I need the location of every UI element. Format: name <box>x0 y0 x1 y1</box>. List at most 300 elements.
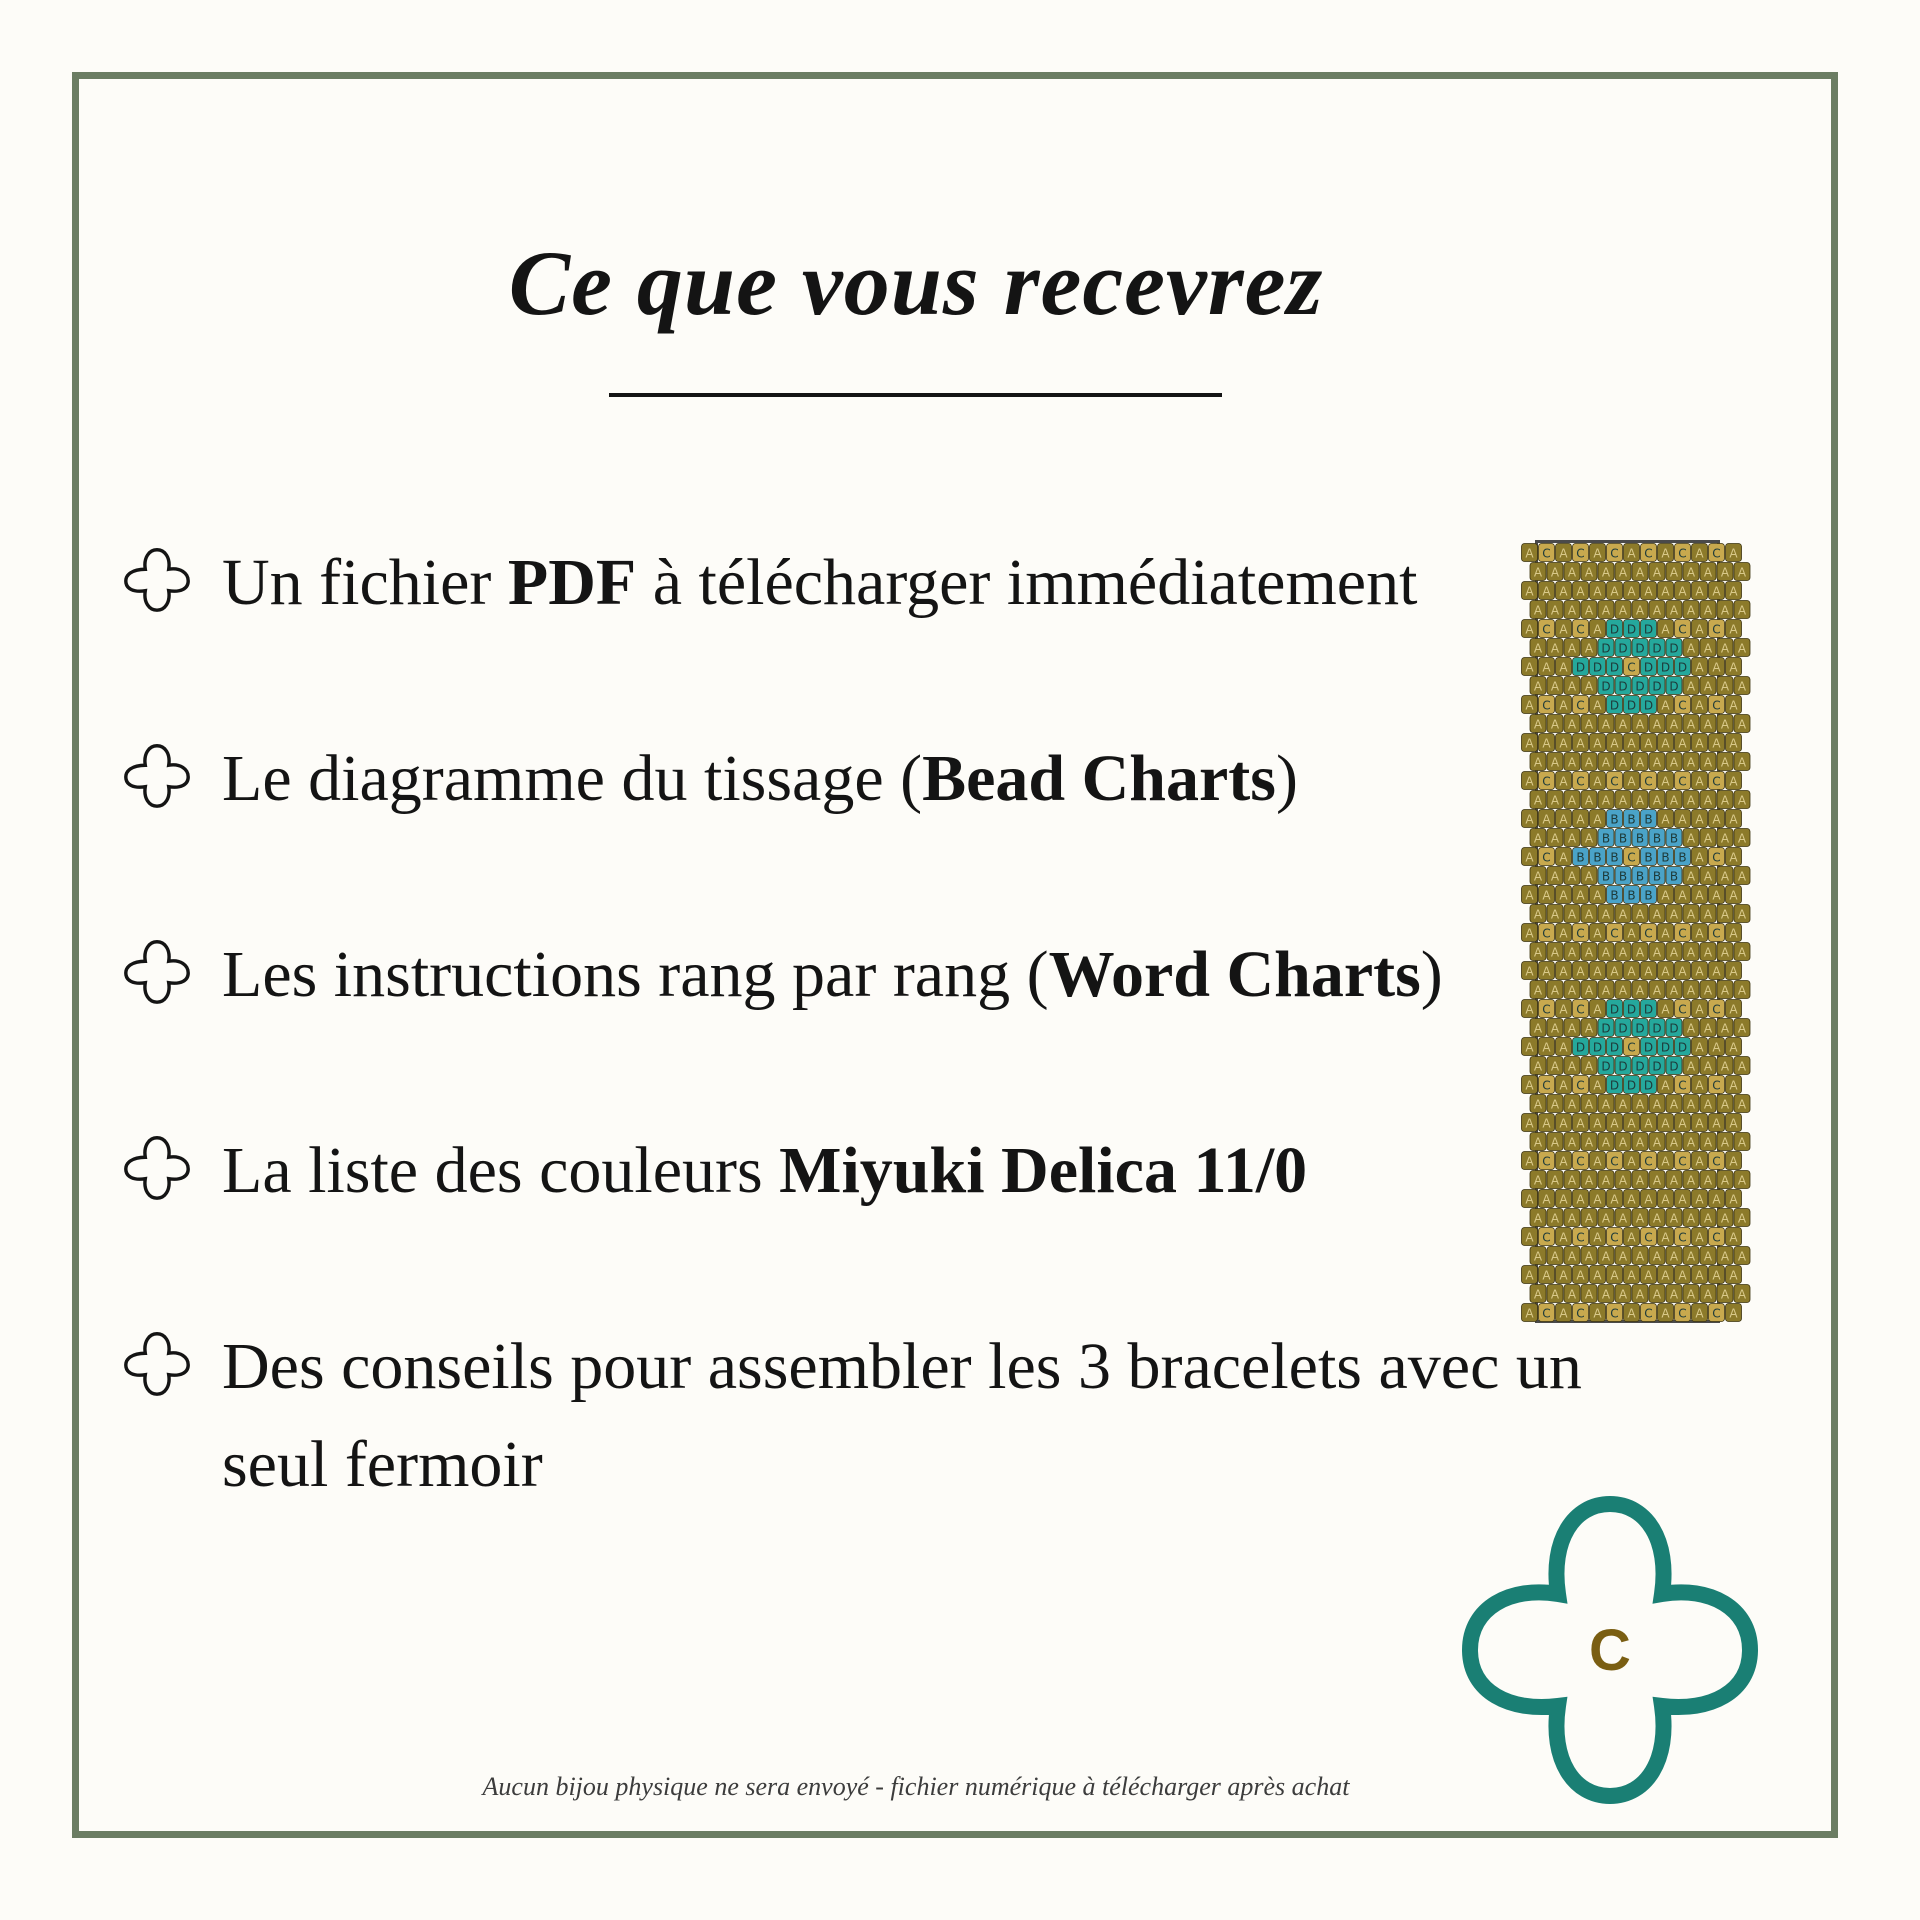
bead-letter: D <box>1643 622 1654 637</box>
bead-letter: A <box>1686 831 1696 846</box>
bead-letter: A <box>1584 565 1594 580</box>
bead-letter: A <box>1635 1287 1645 1302</box>
four-petal-flower-outline-icon <box>118 1324 196 1402</box>
bead-letter: A <box>1720 717 1730 732</box>
bead-letter: A <box>1729 1002 1738 1017</box>
bead-letter: A <box>1737 945 1747 960</box>
bead-letter: A <box>1584 983 1594 998</box>
bead-letter: A <box>1695 964 1704 979</box>
bead-letter: A <box>1712 584 1721 599</box>
bead-letter: A <box>1618 793 1628 808</box>
bead-letter: A <box>1533 793 1543 808</box>
bead-letter: A <box>1618 1287 1628 1302</box>
bead-letter: A <box>1669 983 1679 998</box>
bead-letter: A <box>1712 1268 1721 1283</box>
bead-letter: A <box>1567 1097 1577 1112</box>
bead-letter: C <box>1542 622 1551 637</box>
bead-letter: B <box>1635 869 1645 884</box>
four-petal-flower-outline-icon <box>118 932 196 1010</box>
bead-letter: D <box>1601 679 1611 694</box>
bead-letter: A <box>1703 1059 1713 1074</box>
bead-letter: C <box>1712 926 1721 941</box>
bead-letter: D <box>1618 641 1628 656</box>
bead-letter: A <box>1593 698 1602 713</box>
bead-letter: A <box>1729 1268 1738 1283</box>
bead-letter: C <box>1678 774 1687 789</box>
bead-letter: A <box>1720 793 1730 808</box>
bead-letter: C <box>1542 698 1551 713</box>
bead-letter: C <box>1542 1002 1551 1017</box>
page-title: Ce que vous recevrez <box>508 232 1324 334</box>
bead-letter: A <box>1737 1135 1747 1150</box>
bead-letter: A <box>1729 736 1738 751</box>
bead-letter: A <box>1695 1230 1704 1245</box>
bead-letter: A <box>1737 717 1747 732</box>
bead-letter: D <box>1609 1040 1620 1055</box>
bead-letter: A <box>1533 1287 1543 1302</box>
bead-letter: A <box>1652 983 1662 998</box>
bead-letter: D <box>1635 1059 1645 1074</box>
bead-letter: A <box>1567 831 1577 846</box>
bead-letter: A <box>1533 1173 1543 1188</box>
bead-letter: A <box>1635 1135 1645 1150</box>
bead-letter: A <box>1559 1078 1568 1093</box>
four-petal-flower-logo-icon <box>1450 1490 1770 1810</box>
bead-letter: A <box>1720 641 1730 656</box>
bead-letter: A <box>1567 1211 1577 1226</box>
bead-letter: A <box>1559 1116 1568 1131</box>
bead-letter: A <box>1627 774 1636 789</box>
bead-letter: C <box>1678 1078 1687 1093</box>
bead-letter: D <box>1677 1040 1688 1055</box>
bead-letter: A <box>1635 1173 1645 1188</box>
bead-letter: A <box>1661 584 1670 599</box>
bead-letter: A <box>1669 1097 1679 1112</box>
bead-letter: D <box>1669 1021 1679 1036</box>
bead-letter: A <box>1593 1154 1602 1169</box>
bead-letter: A <box>1720 1059 1730 1074</box>
bead-letter: A <box>1601 945 1611 960</box>
bead-letter: D <box>1618 1059 1628 1074</box>
title-underline <box>609 393 1222 397</box>
bead-letter: A <box>1525 888 1534 903</box>
bead-letter: A <box>1652 1249 1662 1264</box>
bead-letter: A <box>1686 755 1696 770</box>
bead-letter: A <box>1686 641 1696 656</box>
bead-letter: A <box>1627 926 1636 941</box>
bead-letter: A <box>1712 812 1721 827</box>
bead-letter: A <box>1737 603 1747 618</box>
bead-letter: C <box>1712 850 1721 865</box>
bead-letter: A <box>1576 736 1585 751</box>
bead-letter: A <box>1567 869 1577 884</box>
bead-letter: A <box>1567 983 1577 998</box>
bead-letter: B <box>1627 812 1636 827</box>
bead-letter: A <box>1542 1192 1551 1207</box>
bead-letter: A <box>1703 1211 1713 1226</box>
bead-letter: A <box>1550 717 1560 732</box>
bead-letter: A <box>1533 755 1543 770</box>
bead-letter: A <box>1729 584 1738 599</box>
bead-letter: A <box>1644 964 1653 979</box>
bead-letter: A <box>1593 1306 1602 1321</box>
bead-letter: A <box>1669 945 1679 960</box>
bead-letter: A <box>1635 945 1645 960</box>
bead-letter: A <box>1542 888 1551 903</box>
bead-letter: A <box>1686 1211 1696 1226</box>
bead-letter: C <box>1712 546 1721 561</box>
bead-letter: A <box>1686 565 1696 580</box>
bead-letter: A <box>1737 641 1747 656</box>
bead-letter: A <box>1644 1116 1653 1131</box>
bead-letter: A <box>1669 1173 1679 1188</box>
bead-letter: C <box>1610 1154 1619 1169</box>
bead-letter: D <box>1643 698 1654 713</box>
bead-letter: A <box>1559 1002 1568 1017</box>
bead-letter: A <box>1567 603 1577 618</box>
bead-letter: A <box>1525 1040 1534 1055</box>
bead-letter: A <box>1661 1116 1670 1131</box>
bead-letter: A <box>1695 1078 1704 1093</box>
bead-letter: A <box>1737 869 1747 884</box>
bead-letter: A <box>1533 983 1543 998</box>
bead-letter: C <box>1678 1230 1687 1245</box>
bead-letter: A <box>1737 831 1747 846</box>
bead-letter: A <box>1669 1249 1679 1264</box>
bead-letter: A <box>1567 1287 1577 1302</box>
bead-letter: A <box>1533 1021 1543 1036</box>
bead-letter: D <box>1643 1078 1654 1093</box>
bead-letter: A <box>1576 964 1585 979</box>
bead-letter: A <box>1703 831 1713 846</box>
bead-letter: A <box>1695 698 1704 713</box>
bead-letter: A <box>1584 1249 1594 1264</box>
bead-letter: A <box>1661 1268 1670 1283</box>
bead-letter: A <box>1627 1154 1636 1169</box>
bead-letter: A <box>1720 831 1730 846</box>
bead-letter: D <box>1618 679 1628 694</box>
bead-letter: A <box>1720 603 1730 618</box>
bead-letter: A <box>1695 888 1704 903</box>
bead-letter: C <box>1610 546 1619 561</box>
bead-letter: A <box>1678 812 1687 827</box>
bead-letter: A <box>1720 983 1730 998</box>
bead-letter: A <box>1601 1173 1611 1188</box>
bead-letter: A <box>1695 812 1704 827</box>
bead-letter: A <box>1686 1249 1696 1264</box>
bead-letter: C <box>1644 1230 1653 1245</box>
bead-letter: A <box>1576 1116 1585 1131</box>
bead-letter: A <box>1729 812 1738 827</box>
bead-letter: A <box>1635 907 1645 922</box>
bead-letter: A <box>1525 1154 1534 1169</box>
bead-letter: A <box>1652 793 1662 808</box>
bead-letter: A <box>1661 1002 1670 1017</box>
bead-letter: A <box>1559 774 1568 789</box>
bead-letter: C <box>1712 1306 1721 1321</box>
bead-letter: A <box>1678 1268 1687 1283</box>
bead-letter: A <box>1737 1173 1747 1188</box>
bead-letter: C <box>1712 774 1721 789</box>
bead-letter: C <box>1678 1306 1687 1321</box>
bead-letter: A <box>1525 736 1534 751</box>
list-item-bead-charts: Le diagramme du tissage (Bead Charts) <box>222 742 1298 815</box>
bead-letter: B <box>1610 850 1619 865</box>
bead-letter: A <box>1559 584 1568 599</box>
bead-letter: A <box>1593 1192 1602 1207</box>
bead-letter: A <box>1695 1192 1704 1207</box>
bead-letter: A <box>1686 679 1696 694</box>
bead-letter: B <box>1610 812 1619 827</box>
bead-letter: C <box>1644 926 1653 941</box>
bead-letter: A <box>1627 736 1636 751</box>
bead-letter: C <box>1576 546 1585 561</box>
bead-letter: A <box>1618 1211 1628 1226</box>
bead-letter: A <box>1601 565 1611 580</box>
bead-letter: D <box>1618 1021 1628 1036</box>
bead-letter: A <box>1644 1192 1653 1207</box>
bead-letter: A <box>1559 1154 1568 1169</box>
bead-letter: C <box>1542 926 1551 941</box>
bead-letter: A <box>1652 945 1662 960</box>
bead-letter: B <box>1601 869 1611 884</box>
bead-letter: A <box>1593 964 1602 979</box>
bead-letter: A <box>1703 1173 1713 1188</box>
bead-letter: C <box>1610 1306 1619 1321</box>
bead-letter: A <box>1661 964 1670 979</box>
bead-letter: A <box>1652 907 1662 922</box>
bead-letter: B <box>1627 888 1636 903</box>
bead-letter: A <box>1729 546 1738 561</box>
bead-letter: A <box>1567 907 1577 922</box>
bead-letter: A <box>1703 1135 1713 1150</box>
bead-letter: B <box>1635 831 1645 846</box>
bead-letter: A <box>1661 812 1670 827</box>
bead-letter: D <box>1669 1059 1679 1074</box>
bead-letter: B <box>1576 850 1585 865</box>
bead-letter: A <box>1703 565 1713 580</box>
bead-letter: A <box>1525 1192 1534 1207</box>
bead-letter: C <box>1576 926 1585 941</box>
bead-letter: A <box>1703 1021 1713 1036</box>
bead-letter: A <box>1703 1097 1713 1112</box>
bead-letter: C <box>1712 698 1721 713</box>
bead-letter: C <box>1542 1230 1551 1245</box>
bead-letter: A <box>1525 660 1534 675</box>
bead-letter: C <box>1678 698 1687 713</box>
disclaimer-footer: Aucun bijou physique ne sera envoyé - fichier numérique à télécharger après achat <box>482 1772 1350 1801</box>
bead-letter: A <box>1593 546 1602 561</box>
bead-letter: B <box>1669 831 1679 846</box>
bead-letter: A <box>1533 717 1543 732</box>
bead-letter: D <box>1669 679 1679 694</box>
bead-letter: D <box>1609 622 1620 637</box>
bead-letter: A <box>1678 964 1687 979</box>
bead-letter: A <box>1567 679 1577 694</box>
bead-letter: A <box>1695 1268 1704 1283</box>
bead-letter: C <box>1576 774 1585 789</box>
bead-letter: A <box>1729 660 1738 675</box>
bead-letter: C <box>1712 1154 1721 1169</box>
bead-letter: A <box>1712 736 1721 751</box>
bead-letter: C <box>1576 1154 1585 1169</box>
bead-letter: A <box>1601 603 1611 618</box>
bead-letter: A <box>1525 622 1534 637</box>
bead-letter: D <box>1601 641 1611 656</box>
bead-letter: A <box>1559 850 1568 865</box>
bead-letter: A <box>1729 850 1738 865</box>
bead-letter: A <box>1567 945 1577 960</box>
bead-letter: A <box>1593 888 1602 903</box>
bead-letter: A <box>1720 869 1730 884</box>
bead-letter: A <box>1695 584 1704 599</box>
bead-letter: D <box>1660 1040 1671 1055</box>
bead-letter: C <box>1678 546 1687 561</box>
bead-pattern <box>1525 543 1747 1321</box>
bead-letter: A <box>1525 774 1534 789</box>
bead-letter: A <box>1559 660 1568 675</box>
bead-letter: A <box>1559 1040 1568 1055</box>
bead-letter: A <box>1678 888 1687 903</box>
bead-letter: C <box>1610 774 1619 789</box>
bead-letter: A <box>1627 584 1636 599</box>
bead-letter: A <box>1550 983 1560 998</box>
bead-letter: A <box>1720 1097 1730 1112</box>
bead-letter: A <box>1550 1021 1560 1036</box>
bead-letter: B <box>1618 869 1628 884</box>
bead-letter: A <box>1669 1287 1679 1302</box>
bead-letter: A <box>1618 1249 1628 1264</box>
bead-letter: A <box>1525 1268 1534 1283</box>
bead-letter: D <box>1652 1059 1662 1074</box>
bead-letter: A <box>1525 850 1534 865</box>
bead-letter: A <box>1729 698 1738 713</box>
bead-letter: A <box>1652 565 1662 580</box>
bead-letter: A <box>1635 603 1645 618</box>
bead-letter: A <box>1567 755 1577 770</box>
bead-letter: B <box>1652 869 1662 884</box>
bead-letter: A <box>1559 812 1568 827</box>
bead-letter: A <box>1593 736 1602 751</box>
bead-letter: A <box>1695 1154 1704 1169</box>
bead-letter: A <box>1525 1306 1534 1321</box>
bead-letter: A <box>1686 1287 1696 1302</box>
bead-letter: A <box>1661 736 1670 751</box>
bead-letter: A <box>1584 1135 1594 1150</box>
bead-letter: A <box>1584 831 1594 846</box>
bead-letter: A <box>1669 1135 1679 1150</box>
list-item-colors: La liste des couleurs Miyuki Delica 11/0 <box>222 1134 1308 1207</box>
bead-letter: A <box>1661 1154 1670 1169</box>
bead-letter: A <box>1593 1002 1602 1017</box>
bead-letter: A <box>1601 1287 1611 1302</box>
bead-letter: A <box>1584 603 1594 618</box>
bead-letter: A <box>1584 1097 1594 1112</box>
bead-letter: A <box>1720 945 1730 960</box>
bead-letter: C <box>1644 546 1653 561</box>
bead-letter: A <box>1661 1078 1670 1093</box>
bead-letter: A <box>1729 1154 1738 1169</box>
bead-letter: C <box>1712 622 1721 637</box>
bead-letter: A <box>1635 793 1645 808</box>
bead-letter: D <box>1652 679 1662 694</box>
bead-letter: A <box>1695 1306 1704 1321</box>
bead-letter: A <box>1576 812 1585 827</box>
bead-letter: A <box>1584 793 1594 808</box>
bead-letter: A <box>1576 1268 1585 1283</box>
bead-letter: A <box>1720 1021 1730 1036</box>
bead-letter: A <box>1669 565 1679 580</box>
bead-letter: A <box>1533 679 1543 694</box>
bead-letter: A <box>1533 603 1543 618</box>
bead-letter: A <box>1567 1173 1577 1188</box>
bead-letter: A <box>1550 1211 1560 1226</box>
bead-letter: A <box>1737 1097 1747 1112</box>
bead-letter: B <box>1669 869 1679 884</box>
bead-letter: C <box>1627 660 1636 675</box>
bead-letter: A <box>1533 945 1543 960</box>
bead-letter: A <box>1584 755 1594 770</box>
bead-letter: A <box>1720 1173 1730 1188</box>
bead-letter: A <box>1601 793 1611 808</box>
bead-letter: A <box>1559 736 1568 751</box>
bead-letter: A <box>1559 698 1568 713</box>
bead-letter: A <box>1669 793 1679 808</box>
bead-letter: A <box>1576 584 1585 599</box>
bead-letter: A <box>1567 565 1577 580</box>
bead-letter: A <box>1737 565 1747 580</box>
bead-letter: C <box>1678 926 1687 941</box>
bead-letter: A <box>1695 926 1704 941</box>
bead-letter: A <box>1703 603 1713 618</box>
bead-letter: A <box>1542 1116 1551 1131</box>
bead-letter: A <box>1525 1078 1534 1093</box>
bead-letter: A <box>1695 1116 1704 1131</box>
bead-letter: A <box>1593 1078 1602 1093</box>
bead-letter: A <box>1652 717 1662 732</box>
bead-letter: A <box>1737 1249 1747 1264</box>
bead-letter: A <box>1703 945 1713 960</box>
bead-letter: A <box>1695 1002 1704 1017</box>
bead-letter: A <box>1678 584 1687 599</box>
bead-letter: A <box>1618 755 1628 770</box>
bead-letter: A <box>1542 736 1551 751</box>
bead-letter: A <box>1686 1059 1696 1074</box>
bead-letter: A <box>1550 1135 1560 1150</box>
bead-letter: A <box>1737 1021 1747 1036</box>
bead-letter: A <box>1635 1097 1645 1112</box>
bead-letter: A <box>1652 1173 1662 1188</box>
bead-letter: C <box>1712 1078 1721 1093</box>
bead-letter: A <box>1559 622 1568 637</box>
bead-letter: A <box>1550 565 1560 580</box>
bead-letter: C <box>1542 1078 1551 1093</box>
bead-letter: C <box>1644 1306 1653 1321</box>
bead-letter: A <box>1635 1249 1645 1264</box>
bead-letter: D <box>1575 1040 1586 1055</box>
bead-letter: A <box>1576 888 1585 903</box>
bead-letter: A <box>1686 793 1696 808</box>
bead-letter: A <box>1686 603 1696 618</box>
bead-letter: A <box>1678 736 1687 751</box>
bead-letter: A <box>1635 565 1645 580</box>
bead-letter: A <box>1533 1135 1543 1150</box>
bead-letter: A <box>1559 888 1568 903</box>
bead-letter: C <box>1542 774 1551 789</box>
bead-letter: D <box>1609 1002 1620 1017</box>
bead-letter: A <box>1533 641 1543 656</box>
bead-letter: A <box>1567 1059 1577 1074</box>
